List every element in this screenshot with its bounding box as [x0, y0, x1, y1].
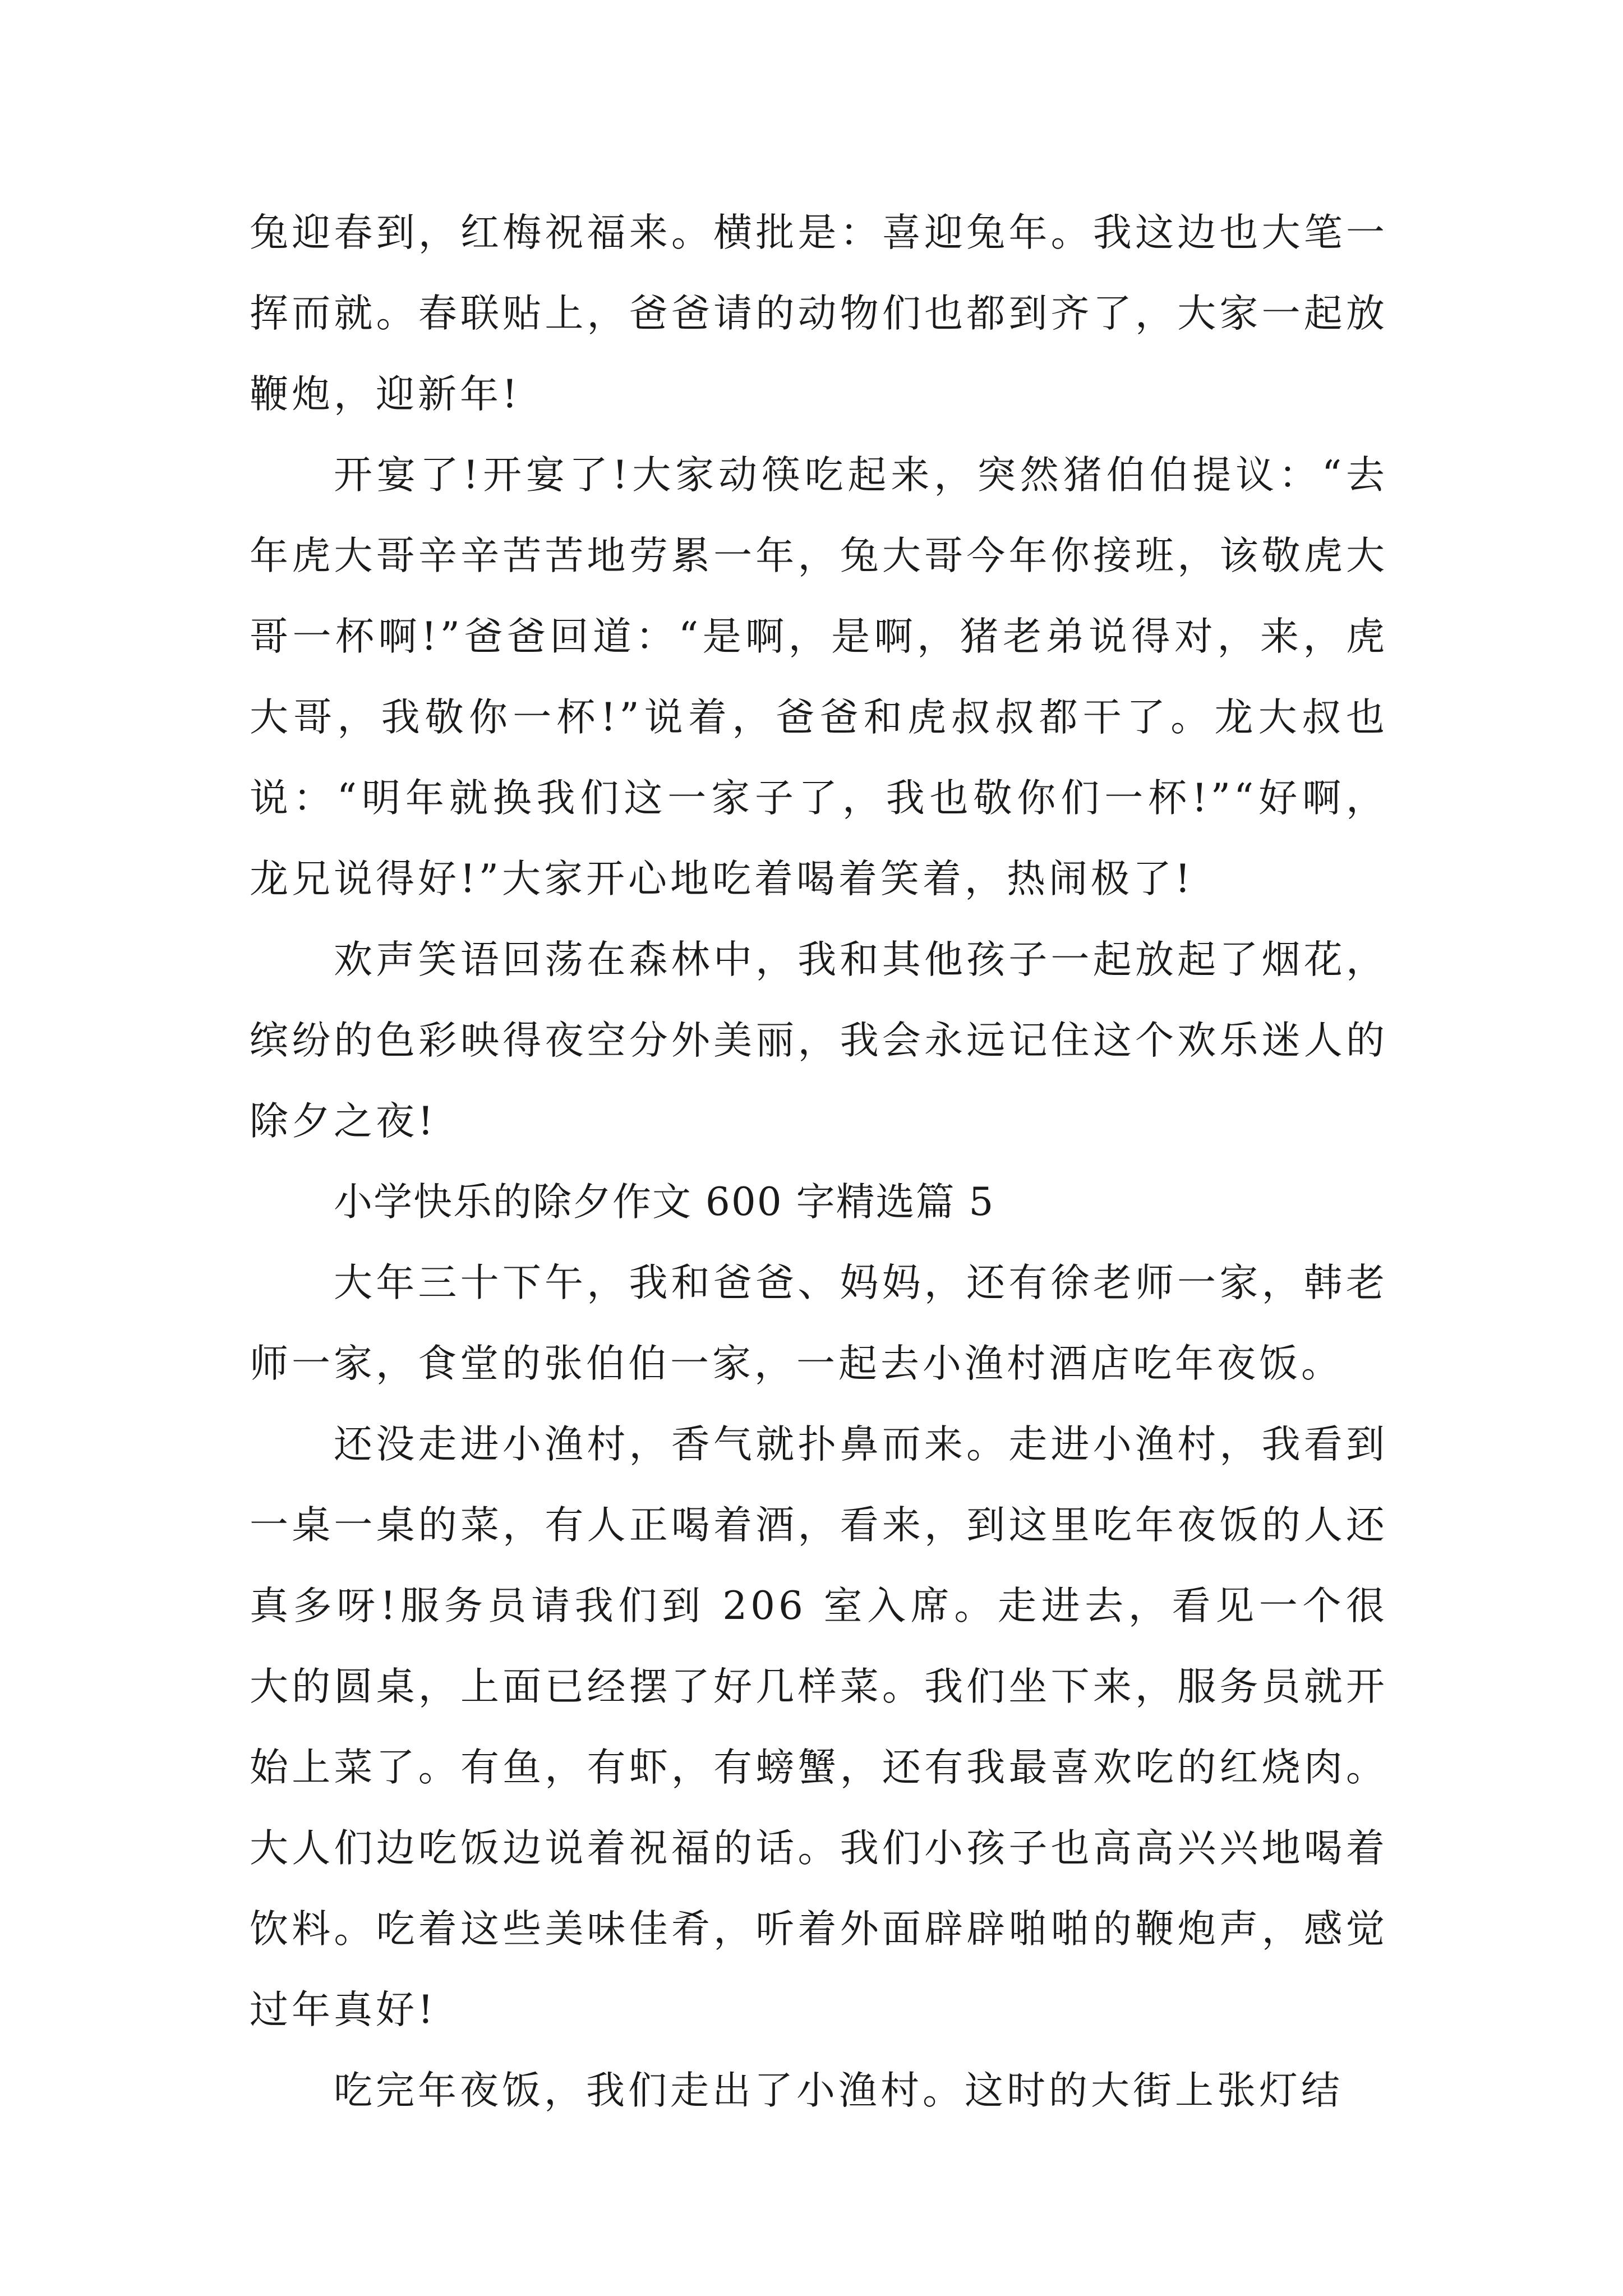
document-body [250, 192, 1388, 2131]
paragraph: 大年三十下午，我和爸爸、妈妈，还有徐老师一家，韩老师一家，食堂的张伯伯一家，一起去小渔村酒店吃年夜饭。 [250, 1260, 1388, 1386]
paragraph: 开宴了!开宴了!大家动筷吃起来，突然猪伯伯提议：“去年虎大哥辛辛苦苦地劳累一年，兔大哥今年你接班，该敬虎大哥一杯啊!”爸爸回道：“是啊，是啊，猪老弟说得对，来，虎大哥，我敬你一杯!”说着，爸爸和虎叔叔都干了。龙大叔也说：“明年就换我们这一家子了，我也敬你们一杯!”“好啊，龙兄说得好!”大家开心地吃着喝着笑着，热闹极了! [250, 453, 1388, 901]
paragraph: 欢声笑语回荡在森林中，我和其他孩子一起放起了烟花，缤纷的色彩映得夜空分外美丽，我会永远记住这个欢乐迷人的除夕之夜! [250, 937, 1388, 1144]
paragraph: 兔迎春到，红梅祝福来。横批是：喜迎兔年。我这边也大笔一挥而就。春联贴上，爸爸请的动物们也都到齐了，大家一起放鞭炮，迎新年! [250, 210, 1388, 417]
paragraph: 吃完年夜饭，我们走出了小渔村。这时的大街上张灯结 [334, 2068, 1343, 2113]
paragraph: 还没走进小渔村，香气就扑鼻而来。走进小渔村，我看到一桌一桌的菜，有人正喝着酒，看来，到这里吃年夜饭的人还真多呀!服务员请我们到 206 室入席。走进去，看见一个很大的圆桌，上面已经摆了好几样菜。我们坐下来，服务员就开始上菜了。有鱼，有虾，有螃蟹，还有我最喜欢吃的红烧肉。大人们边吃饭边说着祝福的话。我们小孩子也高高兴兴地喝着饮料。吃着这些美味佳肴，听着外面辟辟啪啪的鞭炮声，感觉过年真好! [250, 1422, 1388, 2032]
section-heading: 小学快乐的除夕作文 600 字精选篇 5 [334, 1180, 995, 1225]
